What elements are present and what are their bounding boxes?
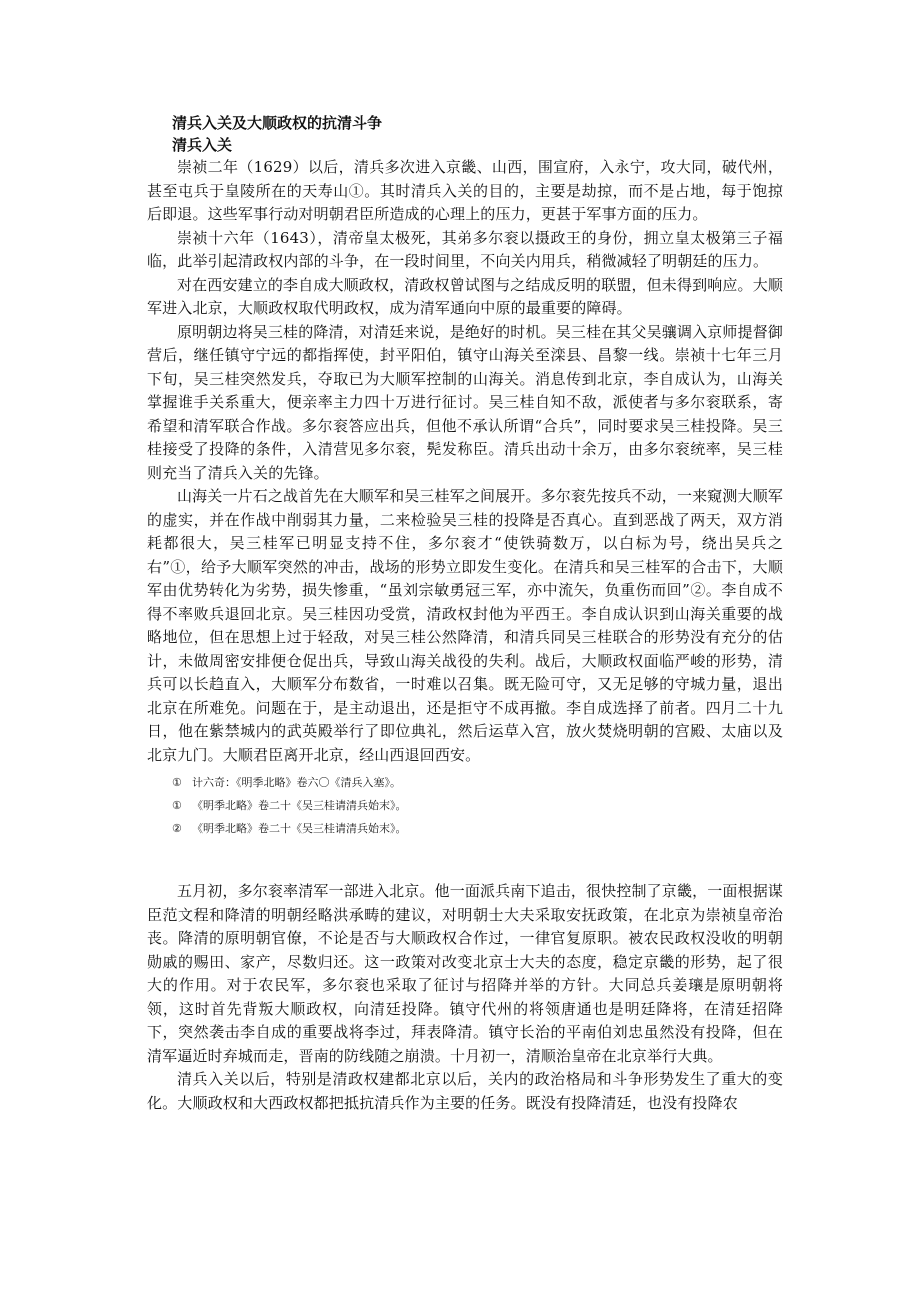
page-break-gap: [147, 840, 783, 880]
section-heading: 清兵入关: [172, 136, 233, 154]
footnote-mark: ②: [172, 822, 182, 835]
footnotes: [172, 771, 783, 840]
footnote: [172, 794, 783, 817]
footnote: [172, 771, 783, 794]
footnote-mark: ①: [172, 799, 182, 812]
footnote-mark: ①: [172, 776, 182, 789]
footnote-text: 计六奇：《明季北略》卷六〇《清兵入塞》。: [192, 776, 401, 789]
footnote-text: 《明季北略》卷二十《吴三桂请清兵始末》。: [192, 822, 407, 835]
paragraph: 清兵入关以后，特别是清政权建都北京以后，关内的政治格局和斗争形势发生了重大的变化。大顺政权和大西政权都把抵抗清兵作为主要的任务。既没有投降清廷，也没有投降农: [147, 1070, 783, 1112]
document-title: 清兵入关及大顺政权的抗清斗争: [172, 114, 383, 132]
paragraph: 对在西安建立的李自成大顺政权，清政权曾试图与之结成反明的联盟，但未得到响应。大顺军进入北京，大顺政权取代明政权，成为清军通向中原的最重要的障碍。: [147, 275, 784, 317]
footnote-text: 《明季北略》卷二十《吴三桂请清兵始末》。: [192, 799, 407, 812]
footnote: [172, 817, 783, 840]
paragraph: 山海关一片石之战首先在大顺军和吴三桂军之间展开。多尔衮先按兵不动，一来窥测大顺军的虚实，并在作战中削弱其力量，二来检验吴三桂的投降是否真心。直到恶战了两天，双方消耗都很大，吴三桂军已明显支持不住，多尔衮才“使铁骑数万，以白标为号，绕出吴兵之右”①，给予大顺军突然的冲击，战场的形势立即发生变化。在清兵和吴三桂军的合击下，大顺军由优势转化为劣势，损失惨重，“虽刘宗敏勇冠三军，亦中流矢，负重伤而回”②。李自成不得不率败兵退回北京。吴三桂因功受赏，清政权封他为平西王。李自成认识到山海关重要的战略地位，但在思想上过于轻敌，对吴三桂公然降清，和清兵同吴三桂联合的形势没有充分的估计，未做周密安排便仓促出兵，导致山海关战役的失利。战后，大顺政权面临严峻的形势，清兵可以长趋直入，大顺军分布数省，一时难以召集。既无险可守，又无足够的守城力量，退出北京在所难免。问题在于，是主动退出，还是拒守不成再撤。李自成选择了前者。四月二十九日，他在紫禁城内的武英殿举行了即位典礼，然后运草入宫，放火焚烧明朝的宫殿、太庙以及北京九门。大顺君臣离开北京，经山西退回西安。: [147, 487, 784, 764]
paragraph: 崇祯十六年（1643），清帝皇太极死，其弟多尔衮以摄政王的身份，拥立皇太极第三子福临，此举引起清政权内部的斗争，在一段时间里，不向关内用兵，稍微减轻了明朝廷的压力。: [147, 228, 783, 270]
document-page: [147, 112, 783, 1115]
paragraph: 五月初，多尔衮率清军一部进入北京。他一面派兵南下追击，很快控制了京畿，一面根据谋臣范文程和降清的明朝经略洪承畴的建议，对明朝士大夫采取安抚政策，在北京为崇祯皇帝治丧。降清的原明朝官僚，不论是否与大顺政权合作过，一律官复原职。被农民政权没收的明朝勋戚的赐田、家产，尽数归还。这一政策对改变北京士大夫的态度，稳定京畿的形势，起了很大的作用。对于农民军，多尔衮也采取了征讨与招降并举的方针。大同总兵姜瓖是原明朝将领，这时首先背叛大顺政权，向清廷投降。镇守代州的将领唐通也是明廷降将，在清廷招降下，突然袭击李自成的重要战将李过，拜表降清。镇守长治的平南伯刘忠虽然没有投降，但在清军逼近时弃城而走，晋南的防线随之崩溃。十月初一，清顺治皇帝在北京举行大典。: [147, 882, 784, 1065]
paragraph: 原明朝边将吴三桂的降清，对清廷来说，是绝好的时机。吴三桂在其父吴骧调入京师提督御营后，继任镇守宁远的都指挥使，封平阳伯，镇守山海关至滦县、昌黎一线。崇祯十七年三月下旬，吴三桂突然发兵，夺取已为大顺军控制的山海关。消息传到北京，李自成认为，山海关掌握谁手关系重大，便亲率主力四十万进行征讨。吴三桂自知不敌，派使者与多尔衮联系，寄希望和清军联合作战。多尔衮答应出兵，但他不承认所谓“合兵”，同时要求吴三桂投降。吴三桂接受了投降的条件，入清营见多尔衮，髡发称臣。清兵出动十余万，由多尔衮统率，吴三桂则充当了清兵入关的先锋。: [147, 322, 784, 482]
paragraph: 崇祯二年（1629）以后，清兵多次进入京畿、山西，围宣府，入永宁，攻大同，破代州，甚至屯兵于皇陵所在的天寿山①。其时清兵入关的目的，主要是劫掠，而不是占地，每于饱掠后即退。这些军事行动对明朝君臣所造成的心理上的压力，更甚于军事方面的压力。: [147, 158, 783, 223]
